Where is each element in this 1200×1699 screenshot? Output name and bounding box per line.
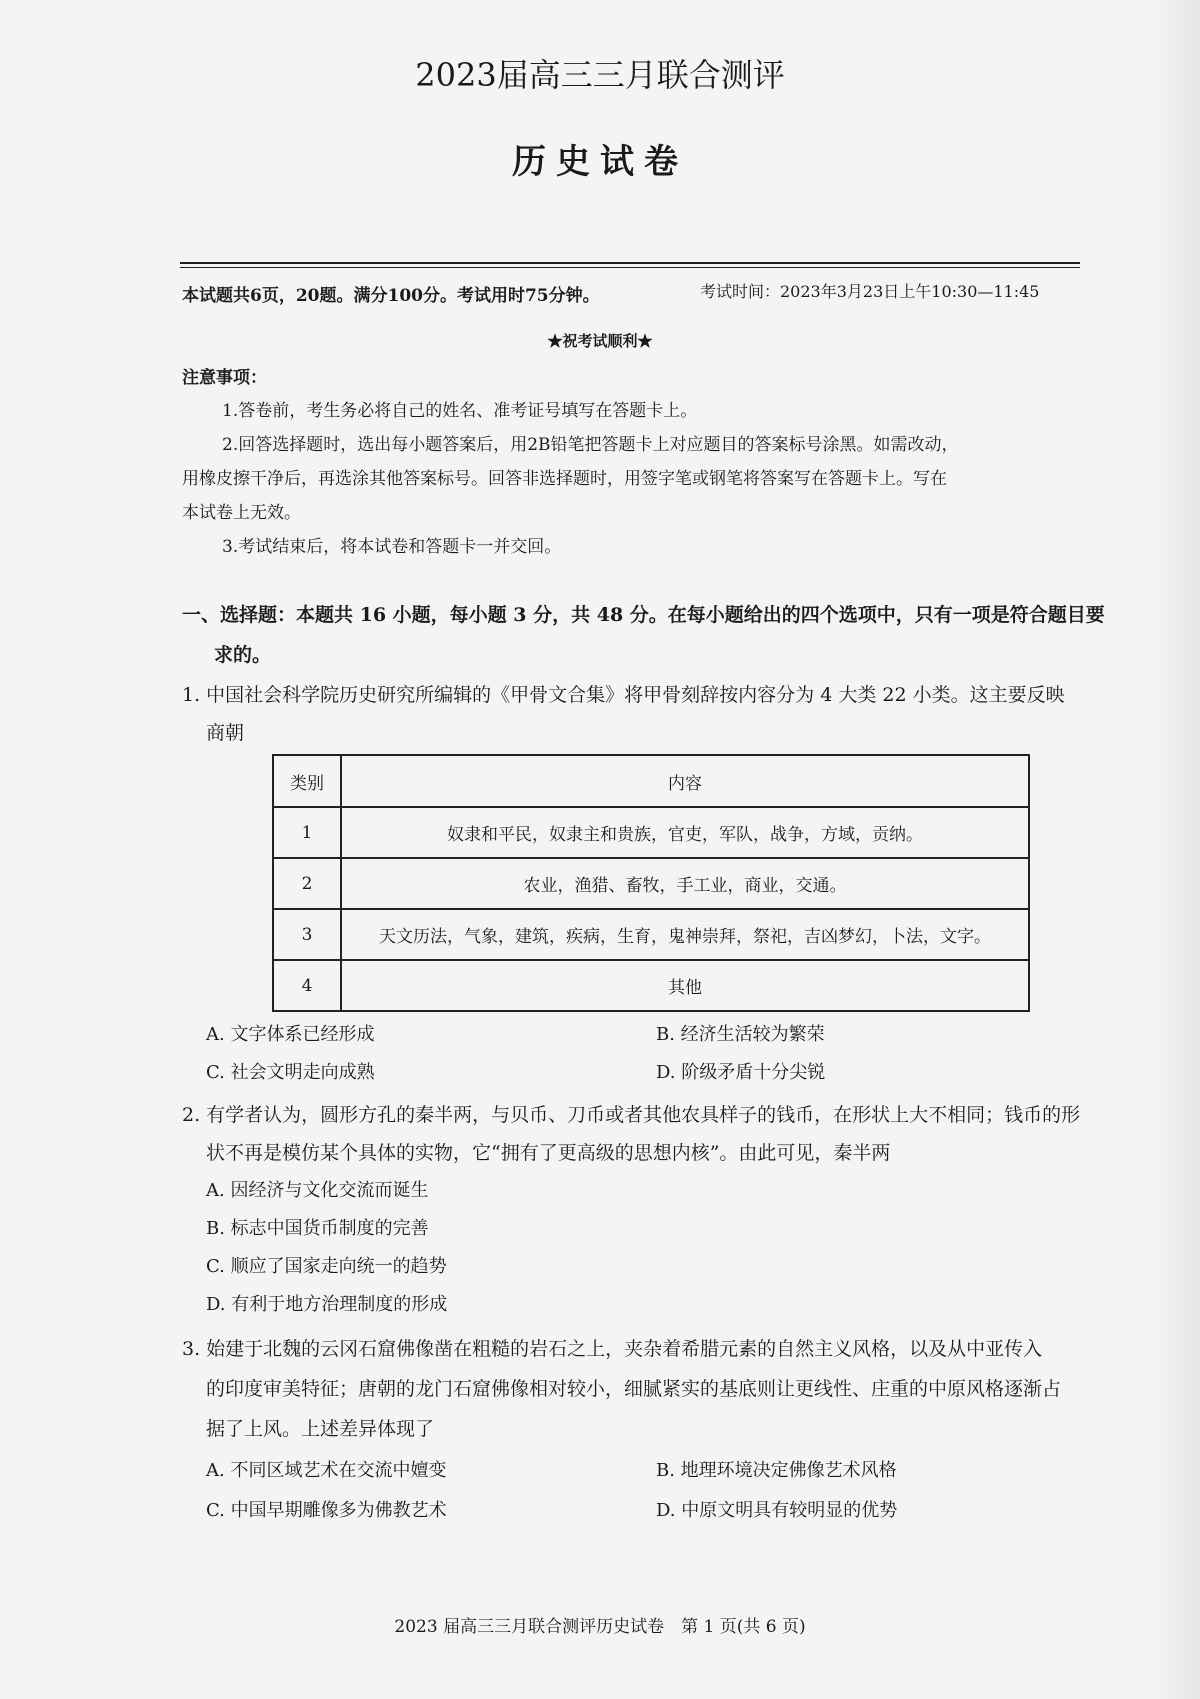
table-row — [273, 858, 1029, 909]
scan-edge-shadow — [1152, 0, 1200, 1699]
question-1-option-a: A. 文字体系已经形成 — [206, 1024, 375, 1045]
question-2-stem: 2. 有学者认为，圆形方孔的秦半两，与贝币、刀币或者其他农具样子的钱币，在形状上大不相同；钱币的形 — [182, 1104, 1081, 1126]
question-3-option-d: D. 中原文明具有较明显的优势 — [656, 1500, 898, 1521]
table-cell: 2 — [273, 858, 341, 909]
table-row — [273, 960, 1029, 1011]
question-3-stem-cont: 据了上风。上述差异体现了 — [206, 1418, 435, 1440]
notice-item: 1.答卷前，考生务必将自己的姓名、准考证号填写在答题卡上。 — [222, 401, 698, 421]
header-rule-top — [180, 262, 1080, 264]
notice-item: 用橡皮擦干净后，再选涂其他答案标号。回答非选择题时，用签字笔或钢笔将答案写在答题卡上。写在 — [182, 469, 947, 489]
question-3-option-b: B. 地理环境决定佛像艺术风格 — [656, 1460, 897, 1481]
section-heading-cont: 求的。 — [214, 644, 272, 666]
table-row — [273, 807, 1029, 858]
section-heading: 一、选择题：本题共 16 小题，每小题 3 分，共 48 分。在每小题给出的四个选项中，只有一项是符合题目要 — [182, 604, 1105, 626]
header-rule-bottom — [180, 267, 1080, 268]
question-1-option-d: D. 阶级矛盾十分尖锐 — [656, 1062, 826, 1083]
question-1-option-b: B. 经济生活较为繁荣 — [656, 1024, 825, 1045]
exam-info: 本试题共6页，20题。满分100分。考试用时75分钟。 — [182, 286, 600, 306]
page-footer: 2023 届高三三月联合测评历史试卷 第 1 页(共 6 页) — [394, 1617, 806, 1637]
question-1-stem: 1. 中国社会科学院历史研究所编辑的《甲骨文合集》将甲骨刻辞按内容分为 4 大类 22 小类。这主要反映 — [182, 684, 1065, 706]
question-2-stem-cont: 状不再是模仿某个具体的实物，它“拥有了更高级的思想内核”。由此可见，秦半两 — [206, 1142, 891, 1164]
table-cell: 天文历法，气象，建筑，疾病，生育，鬼神崇拜，祭祀，吉凶梦幻，卜法，文字。 — [341, 909, 1029, 960]
exam-time: 考试时间：2023年3月23日上午10:30—11:45 — [700, 282, 1040, 301]
question-2-option-a: A. 因经济与文化交流而诞生 — [206, 1180, 429, 1201]
notice-heading: 注意事项： — [182, 368, 267, 388]
question-3-option-a: A. 不同区域艺术在交流中嬗变 — [206, 1460, 447, 1481]
question-3-stem: 3. 始建于北魏的云冈石窟佛像凿在粗糙的岩石之上，夹杂着希腊元素的自然主义风格，以及从中亚传入 — [182, 1338, 1043, 1360]
notice-item: 本试卷上无效。 — [182, 503, 301, 523]
question-3-option-c: C. 中国早期雕像多为佛教艺术 — [206, 1500, 447, 1521]
subject-title: 历史试卷 — [512, 142, 688, 182]
question-2-option-b: B. 标志中国货币制度的完善 — [206, 1218, 429, 1239]
notice-item: 2.回答选择题时，选出每小题答案后，用2B铅笔把答题卡上对应题目的答案标号涂黑。如需改动， — [222, 435, 959, 455]
table-header-cell: 类别 — [273, 755, 341, 807]
table-cell: 3 — [273, 909, 341, 960]
good-luck-text: ★祝考试顺利★ — [547, 332, 653, 350]
table-header-cell: 内容 — [341, 755, 1029, 807]
question-2-option-c: C. 顺应了国家走向统一的趋势 — [206, 1256, 447, 1277]
exam-title: 2023届高三三月联合测评 — [415, 56, 785, 94]
table-cell: 奴隶和平民，奴隶主和贵族，官吏，军队，战争，方域，贡纳。 — [341, 807, 1029, 858]
question-1-option-c: C. 社会文明走向成熟 — [206, 1062, 375, 1083]
question-3-stem-cont: 的印度审美特征；唐朝的龙门石窟佛像相对较小，细腻紧实的基底则让更线性、庄重的中原风格逐渐占 — [206, 1378, 1062, 1400]
table-cell: 1 — [273, 807, 341, 858]
question-2-option-d: D. 有利于地方治理制度的形成 — [206, 1294, 448, 1315]
table-row — [273, 909, 1029, 960]
question-1-stem-cont: 商朝 — [206, 722, 245, 744]
table-cell: 4 — [273, 960, 341, 1011]
question-1-table — [272, 754, 1030, 1012]
table-cell: 其他 — [341, 960, 1029, 1011]
table-cell: 农业，渔猎、畜牧，手工业，商业，交通。 — [341, 858, 1029, 909]
table-header-row — [273, 755, 1029, 807]
notice-item: 3.考试结束后，将本试卷和答题卡一并交回。 — [222, 537, 562, 557]
